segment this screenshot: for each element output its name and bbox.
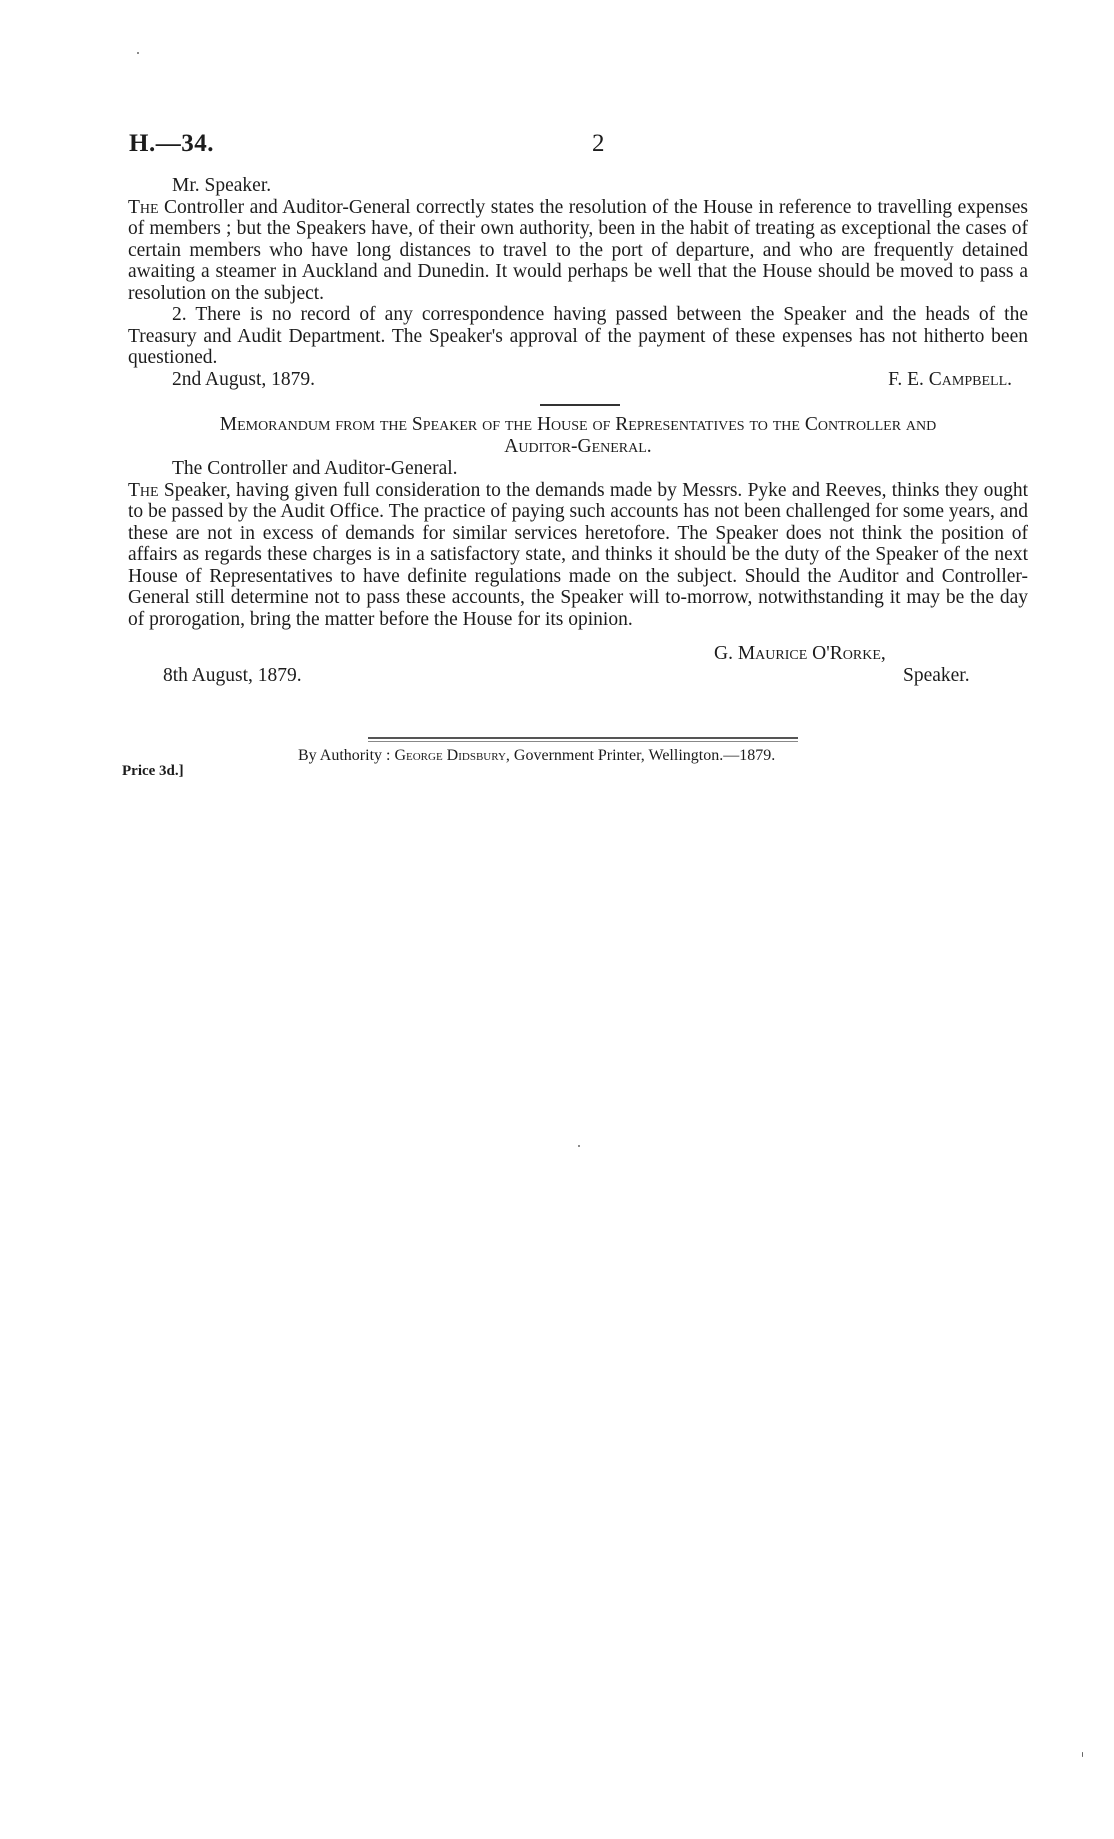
memo-body bbox=[128, 480, 1028, 631]
document-reference: H.—34. bbox=[129, 130, 214, 157]
memo-body-text: Speaker, having given full consideration to the demands made by Messrs. Pyke and Reeves, thinks they ought to be passed by the Audit Office. The practice of paying such accounts has not been challenged for some years, and these are not in excess of demands for similar services heretofore. The Speaker does not think the position of affairs as regards these charges is in a satisfactory state, and thinks it should be the duty of the Speaker of the next House of Representatives to have definite regulations made on the subject. Should the Auditor and Controller-General still determine not to pass these accounts, the Speaker will to-morrow, notwithstanding it may be the day of prorogation, bring the matter before the House for its opinion. bbox=[128, 479, 1029, 630]
campbell-memo bbox=[128, 175, 1028, 390]
printer-imprint bbox=[298, 747, 775, 765]
campbell-paragraph-2: 2. There is no record of any correspondence having passed between the Speaker and the heads of the Treasury and Audit Department. The Speaker's approval of the payment of these expenses has not hitherto been questioned. bbox=[128, 304, 1028, 368]
price-label: Price 3d.] bbox=[122, 763, 184, 779]
scan-speck bbox=[578, 1145, 580, 1147]
section-divider bbox=[540, 404, 620, 406]
memo-addressee: The Controller and Auditor-General. bbox=[172, 458, 458, 479]
campbell-date: 2nd August, 1879. bbox=[172, 368, 316, 390]
campbell-signature: F. E. Campbell. bbox=[888, 368, 1012, 390]
speaker-signature-name: G. Maurice O'Rorke, bbox=[714, 643, 886, 664]
scan-speck bbox=[1082, 1752, 1083, 1757]
memo-title-line-1: Memorandum from the Speaker of the House of Representatives to the Controller and bbox=[219, 414, 937, 435]
speaker-memo bbox=[128, 458, 1028, 630]
footer-rule bbox=[368, 737, 798, 739]
imprint-printer: George Didsbury, bbox=[394, 747, 510, 764]
memo-lead-word: The bbox=[128, 479, 159, 501]
memo-title bbox=[128, 414, 1028, 457]
campbell-signoff bbox=[128, 369, 1028, 391]
speaker-memo-date: 8th August, 1879. bbox=[163, 665, 302, 686]
scan-speck bbox=[137, 52, 139, 54]
salutation: Mr. Speaker. bbox=[172, 175, 272, 196]
campbell-paragraph-1 bbox=[128, 197, 1028, 305]
speaker-signature-title: Speaker. bbox=[903, 665, 970, 686]
paragraph-text: Controller and Auditor-General correctly states the resolution of the House in reference to travelling expenses of members ; but the Speakers have, of their own authority, been in the habit of treating as exceptional the cases of certain members who have long distances to travel to the port of departure, and who are frequently detained awaiting a steamer in Auckland and Dunedin. It would perhaps be well that the House should be moved to pass a resolution on the subject. bbox=[128, 196, 1029, 304]
paragraph-lead-word: The bbox=[128, 196, 159, 218]
footer-rule-thin bbox=[368, 741, 798, 742]
imprint-rest: Government Printer, Wellington.—1879. bbox=[513, 747, 776, 764]
memo-title-line-2: Auditor-General. bbox=[504, 435, 652, 457]
page-number: 2 bbox=[592, 130, 605, 157]
imprint-prefix: By Authority : bbox=[298, 747, 391, 764]
